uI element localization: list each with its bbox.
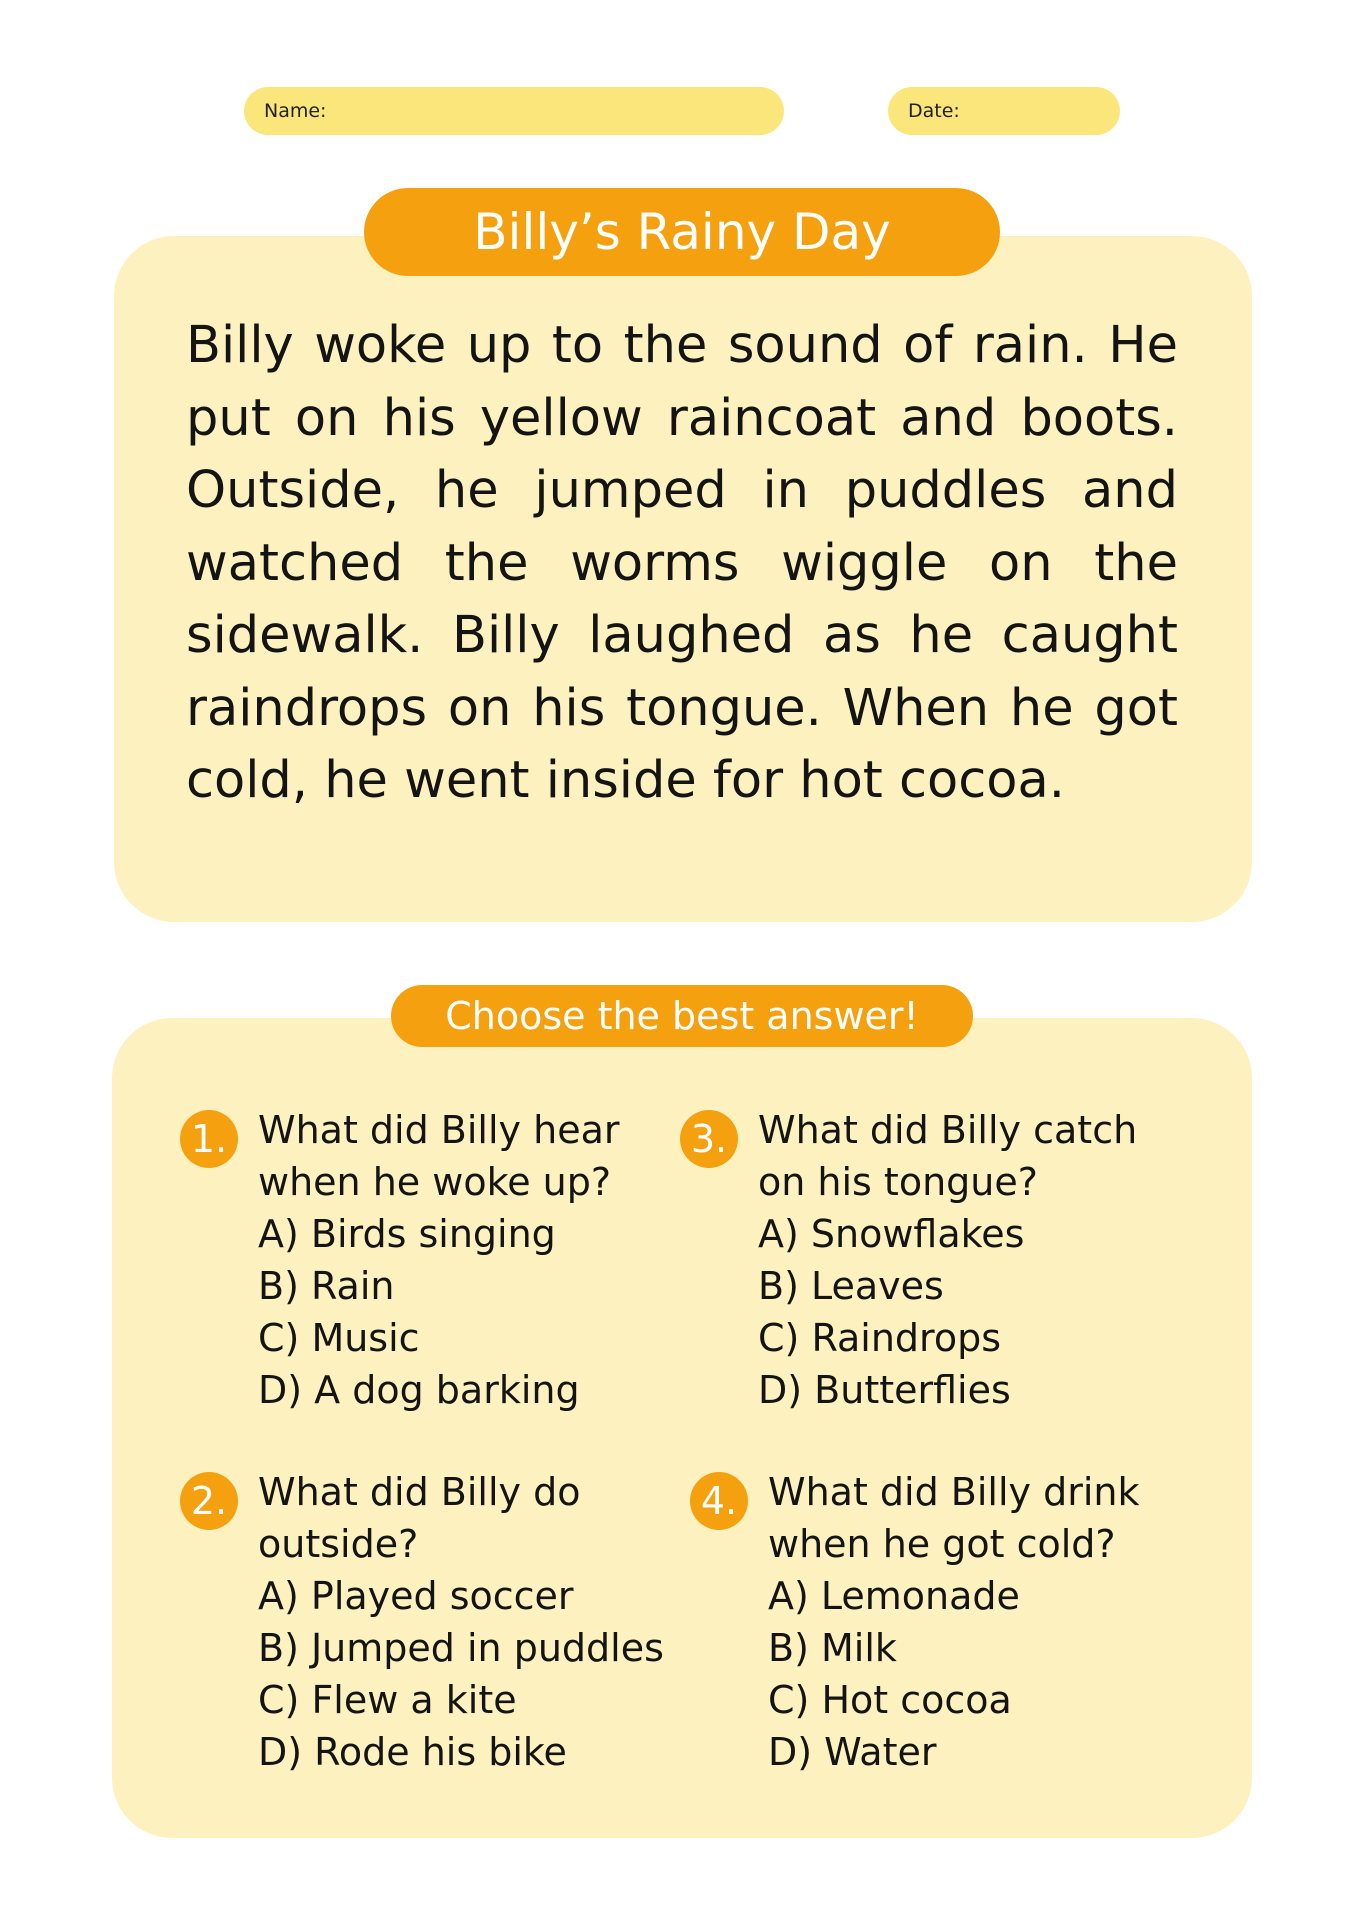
question-text: when he woke up? [258, 1160, 612, 1204]
question-text: on his tongue? [758, 1160, 1038, 1204]
name-field[interactable] [244, 87, 784, 135]
question-text: What did Billy hear [258, 1108, 620, 1152]
question-body [768, 1466, 1208, 1778]
quiz-heading: Choose the best answer! [391, 985, 973, 1047]
answer-option-d: D) Butterflies [758, 1368, 1011, 1412]
answer-option-c: C) Raindrops [758, 1316, 1002, 1360]
answer-option-c: C) Music [258, 1316, 420, 1360]
story-text: Billy woke up to the sound of rain. He put on his yellow raincoat and boots. Outside, he jumped in puddles and watched the worms wiggle on the sidewalk. Billy laughed as he caught raindrops on his tongue. When he got cold, he went inside for hot cocoa. [186, 316, 1178, 810]
answer-option-a: A) Birds singing [258, 1212, 556, 1256]
answer-option-a: A) Played soccer [258, 1574, 574, 1618]
date-label: Date: [908, 100, 960, 122]
answer-option-a: A) Snowflakes [758, 1212, 1025, 1256]
answer-option-d: D) Water [768, 1730, 937, 1774]
name-label: Name: [264, 100, 327, 122]
question-number-badge: 1. [180, 1110, 238, 1168]
answer-option-b: B) Rain [258, 1264, 395, 1308]
question-body [258, 1104, 698, 1416]
question-text: when he got cold? [768, 1522, 1116, 1566]
answer-option-c: C) Flew a kite [258, 1678, 517, 1722]
story-title: Billy’s Rainy Day [364, 188, 1000, 276]
answer-option-b: B) Jumped in puddles [258, 1626, 664, 1670]
question-number-badge: 3. [680, 1110, 738, 1168]
answer-option-d: D) Rode his bike [258, 1730, 567, 1774]
answer-option-b: B) Milk [768, 1626, 897, 1670]
question-body [258, 1466, 698, 1778]
question-text: What did Billy catch [758, 1108, 1138, 1152]
answer-option-c: C) Hot cocoa [768, 1678, 1012, 1722]
answer-option-a: A) Lemonade [768, 1574, 1020, 1618]
question-number-badge: 2. [180, 1472, 238, 1530]
question-text: What did Billy do [258, 1470, 581, 1514]
question-body [758, 1104, 1198, 1416]
date-field[interactable] [888, 87, 1120, 135]
question-number-badge: 4. [690, 1472, 748, 1530]
question-text: outside? [258, 1522, 419, 1566]
answer-option-d: D) A dog barking [258, 1368, 580, 1412]
answer-option-b: B) Leaves [758, 1264, 944, 1308]
question-text: What did Billy drink [768, 1470, 1140, 1514]
